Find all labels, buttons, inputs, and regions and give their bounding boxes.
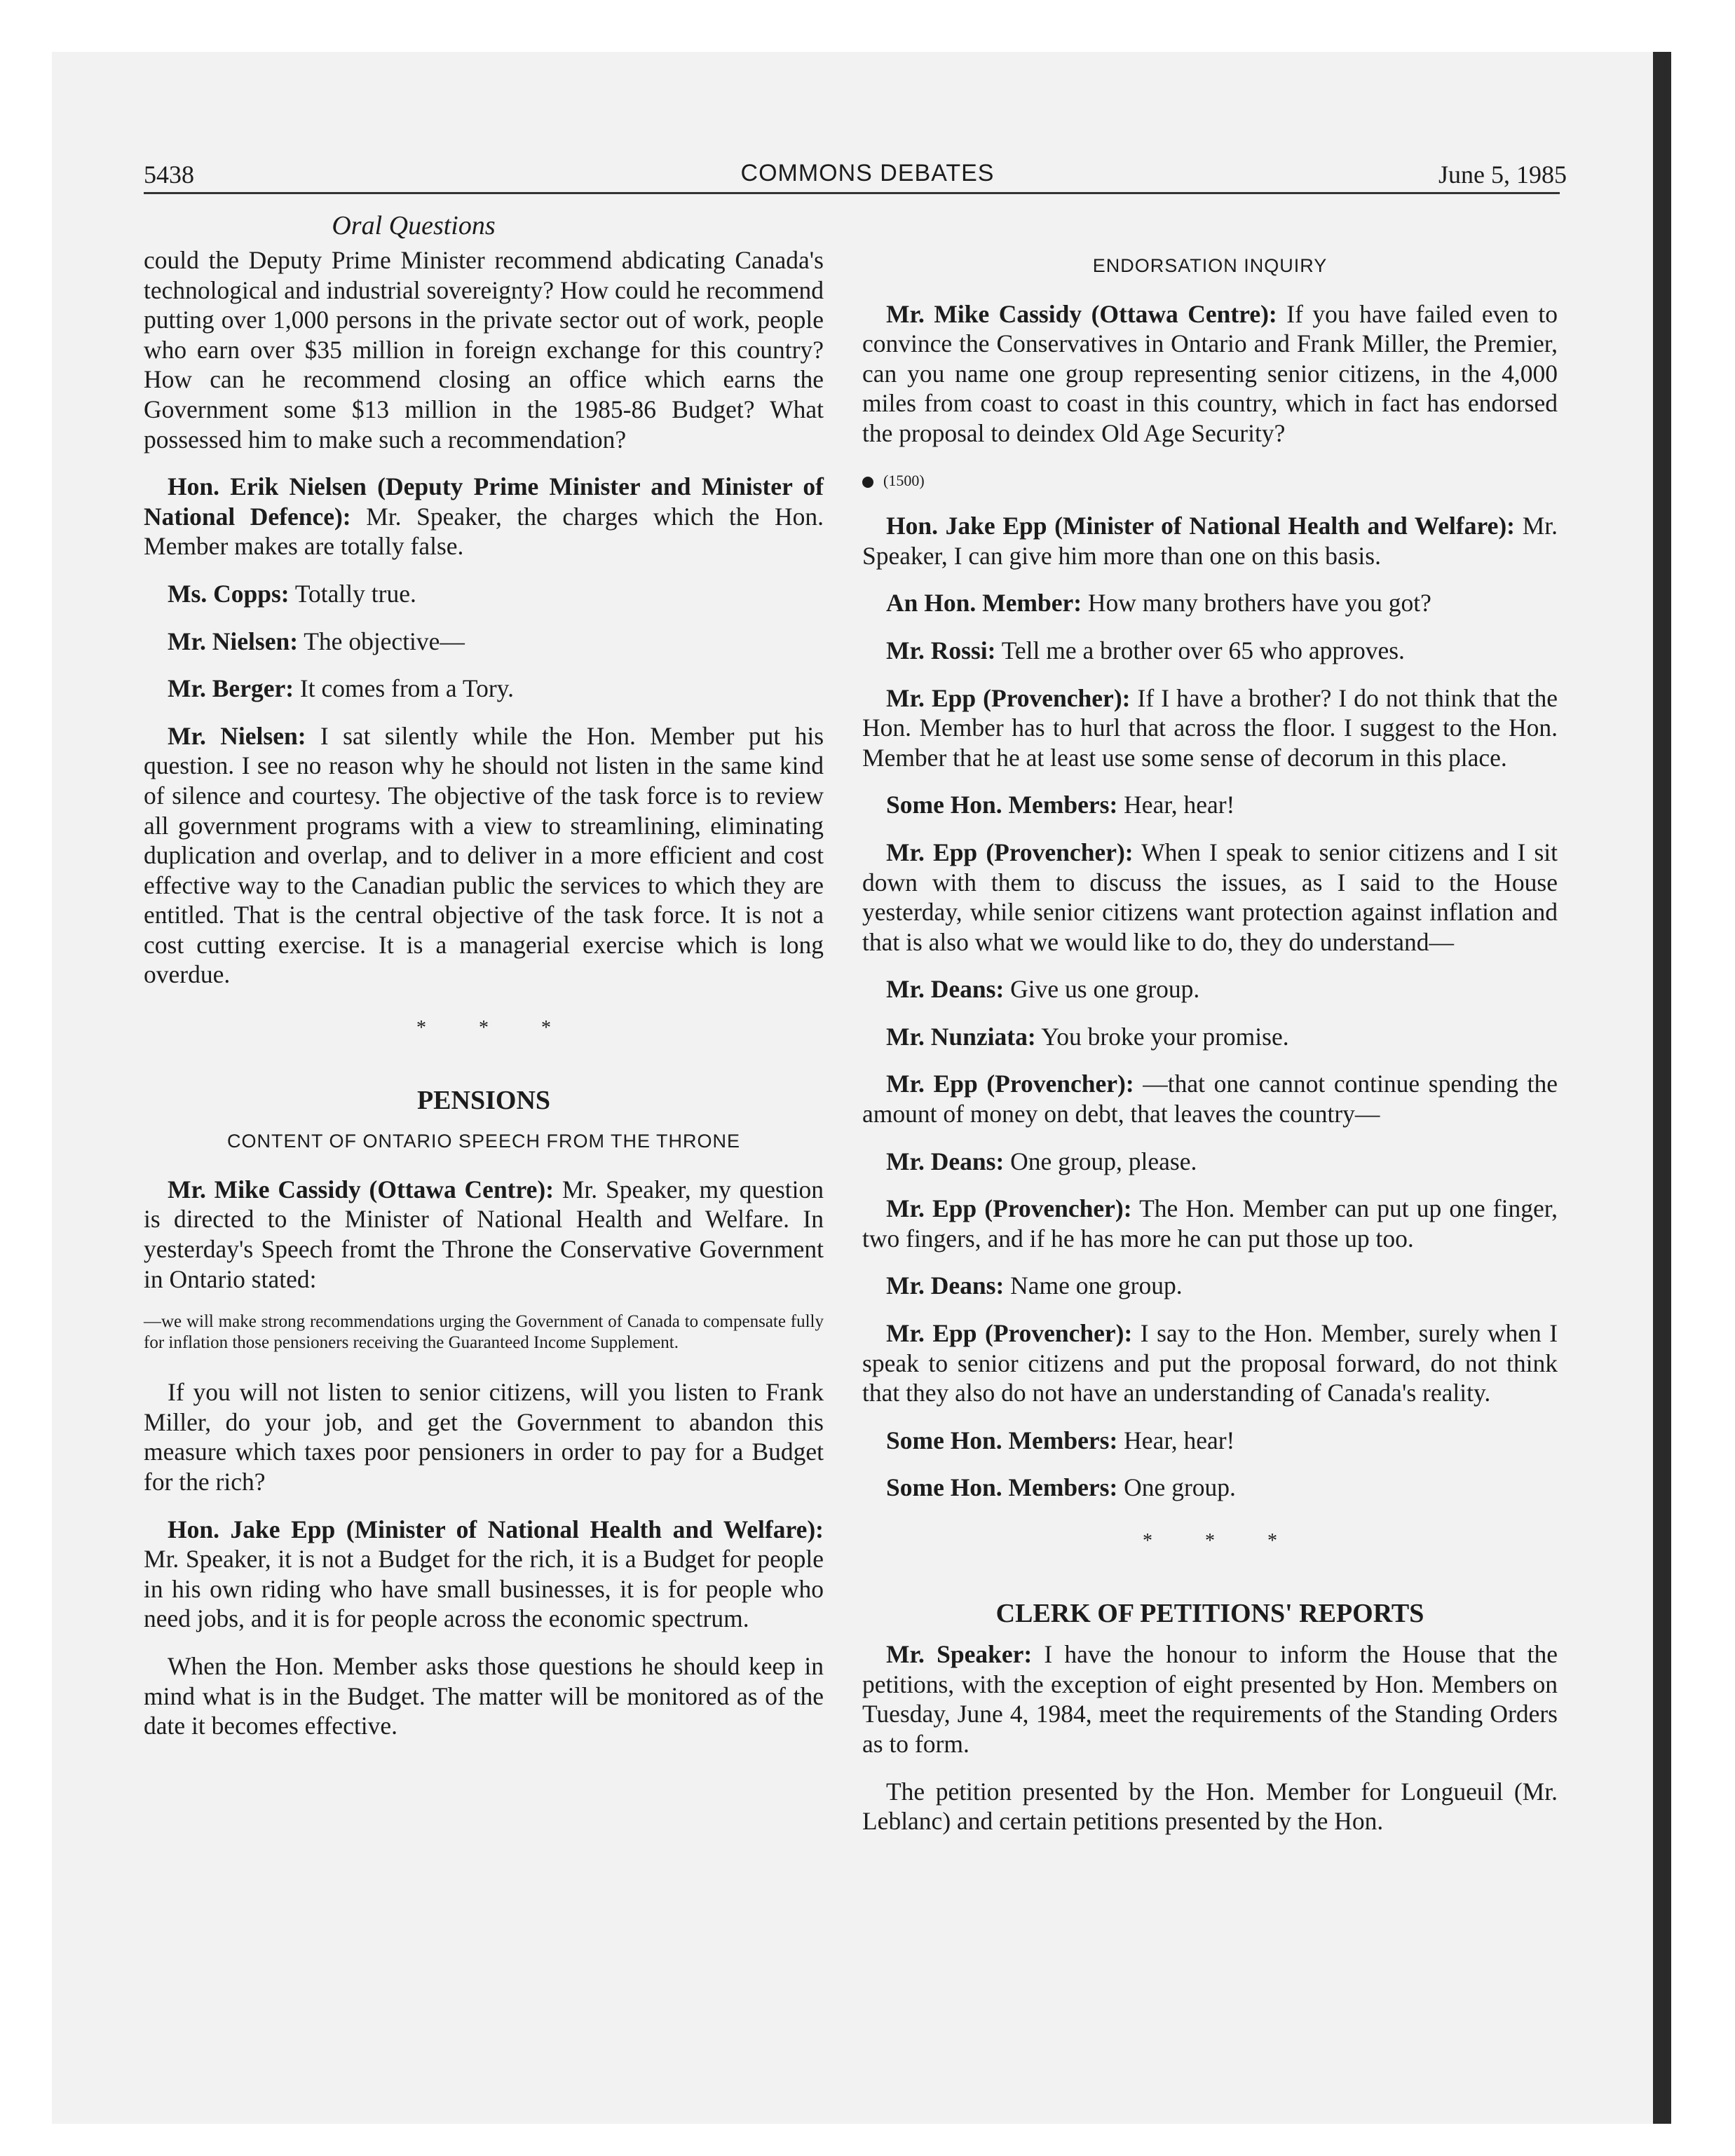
speech-text: It comes from a Tory. xyxy=(299,674,515,703)
left-column xyxy=(144,245,824,1759)
paragraph xyxy=(144,472,824,561)
speaker-name: Mr. Nielsen: xyxy=(168,721,306,750)
paragraph: could the Deputy Prime Minister recommend abdicating Canada's technological and industrial sovereignty? How could he recommend putting over 1,000 persons in the private sector out of work, people who earn over $35 million in foreign exchange for this country? How can he recommend closing an office which earns the Government some $13 million in the 1985-86 Budget? What possessed him to make such a recommendation? xyxy=(144,246,824,453)
speaker-name: Hon. Erik Nielsen (Deputy Prime Minister and Minister of National Defence): xyxy=(144,472,824,531)
block-quote: —we will make strong recommendations urging the Government of Canada to compensate fully for inflation those pensioners receiving the Guaranteed Income Supplement. xyxy=(144,1312,824,1353)
speech-text: The objective— xyxy=(304,627,465,655)
section-subheading: ENDORSATION INQUIRY xyxy=(1092,255,1328,276)
speaker-name: Mr. Epp (Provencher): xyxy=(886,1194,1132,1223)
paragraph xyxy=(144,579,824,609)
speech-text: One group. xyxy=(1124,1473,1236,1502)
speaker-name: Ms. Copps: xyxy=(168,579,290,608)
speech-text: When I speak to senior citizens and I sit down with them to discuss the issues, as I said to the House yesterday, while senior citizens want protection against inflation and that is also what we would like to do, they do understand— xyxy=(862,838,1558,956)
paragraph xyxy=(862,1426,1558,1456)
section-subheading: CONTENT OF ONTARIO SPEECH FROM THE THRONE xyxy=(226,1131,741,1152)
paragraph xyxy=(862,1069,1558,1128)
speech-text: I say to the Hon. Member, surely when I speak to senior citizens and put the proposal forward, do not think that they also do not have an understanding of Canada's reality. xyxy=(862,1319,1558,1407)
header-date: June 5, 1985 xyxy=(1438,161,1567,189)
speech-text: One group, please. xyxy=(1010,1147,1197,1175)
speech-text: How many brothers have you got? xyxy=(1087,589,1431,618)
speech-text: Mr. Speaker, it is not a Budget for the rich, it is a Budget for people in his own riding who have small businesses, it is for people who need jobs, and it is for people across the economic spectrum. xyxy=(144,1545,824,1633)
speaker-name: Some Hon. Members: xyxy=(886,1426,1118,1454)
speech-text: Give us one group. xyxy=(1010,975,1200,1004)
speaker-name: Hon. Jake Epp (Minister of National Health and Welfare): xyxy=(886,512,1515,540)
section-label: Oral Questions xyxy=(332,211,496,240)
speech-text: Tell me a brother over 65 who approves. xyxy=(1001,636,1405,664)
speaker-name: Some Hon. Members: xyxy=(886,1473,1118,1502)
paragraph xyxy=(862,790,1558,820)
speaker-name: Mr. Deans: xyxy=(886,1271,1005,1300)
timestamp-text: (1500) xyxy=(883,471,925,489)
bullet-dot-icon xyxy=(862,477,873,488)
speaker-name: Mr. Deans: xyxy=(886,975,1005,1004)
speaker-name: Mr. Epp (Provencher): xyxy=(886,683,1131,712)
speech-text: Hear, hear! xyxy=(1124,1426,1235,1454)
speaker-name: Mr. Mike Cassidy (Ottawa Centre): xyxy=(886,299,1277,328)
speaker-name: Mr. Speaker: xyxy=(886,1640,1033,1669)
speaker-name: Mr. Epp (Provencher): xyxy=(886,1070,1134,1098)
speech-text: If you have failed even to convince the Conservatives in Ontario and Frank Miller, the Premier, can you name one group representing senior citizens, in the 4,000 miles from coast to coast in this country, which in fact has endorsed the proposal to deindex Old Age Security? xyxy=(862,299,1558,447)
paragraph: When the Hon. Member asks those questions he should keep in mind what is in the Budget. The matter will be monitored as of the date it becomes effective. xyxy=(144,1651,824,1740)
speech-text: You broke your promise. xyxy=(1041,1022,1289,1051)
speaker-name: Mr. Epp (Provencher): xyxy=(886,1319,1133,1348)
paragraph xyxy=(862,1271,1558,1301)
section-heading: CLERK OF PETITIONS' REPORTS xyxy=(995,1598,1424,1628)
speaker-name: Mr. Epp (Provencher): xyxy=(886,838,1134,866)
speaker-name: Mr. Berger: xyxy=(168,674,294,703)
paragraph xyxy=(862,974,1558,1004)
speech-text: If I have a brother? I do not think that the Hon. Member has to hurl that across the floor. I suggest to the Hon. Member that he at least use some sense of decorum in this place. xyxy=(862,683,1558,772)
speaker-name: Mr. Nunziata: xyxy=(886,1022,1036,1051)
section-separator: * * * xyxy=(1143,1530,1301,1552)
page-number: 5438 xyxy=(144,161,194,189)
speaker-name: An Hon. Member: xyxy=(886,589,1082,618)
header-rule xyxy=(144,192,1560,194)
paragraph xyxy=(862,1147,1558,1177)
right-column xyxy=(862,251,1558,1854)
paragraph xyxy=(862,636,1558,666)
speech-text: Mr. Speaker, I can give him more than one on this basis. xyxy=(862,512,1558,570)
paragraph xyxy=(862,838,1558,957)
paragraph xyxy=(144,1175,824,1294)
paragraph xyxy=(144,674,824,704)
speaker-name: Some Hon. Members: xyxy=(886,791,1118,819)
paragraph xyxy=(144,627,824,657)
paragraph: If you will not listen to senior citizens, will you listen to Frank Miller, do your job, and get the Government to abandon this measure which taxes poor pensioners in order to pay for a Budget for the rich? xyxy=(144,1378,824,1496)
paragraph xyxy=(144,1515,824,1634)
speaker-name: Mr. Nielsen: xyxy=(168,627,299,655)
timestamp-marker xyxy=(862,466,1558,496)
scan-edge-bar xyxy=(1653,52,1671,2124)
paragraph: The petition presented by the Hon. Member for Longueuil (Mr. Leblanc) and certain petitions presented by the Hon. xyxy=(862,1777,1558,1836)
speech-text: —that one cannot continue spending the amount of money on debt, that leaves the country— xyxy=(862,1070,1558,1128)
paragraph xyxy=(862,1318,1558,1408)
speaker-name: Mr. Deans: xyxy=(886,1147,1005,1175)
speaker-name: Hon. Jake Epp (Minister of National Health and Welfare): xyxy=(168,1515,824,1543)
paragraph xyxy=(862,1022,1558,1052)
speech-text: Totally true. xyxy=(294,579,416,608)
paragraph xyxy=(862,1194,1558,1253)
speech-text: Hear, hear! xyxy=(1124,791,1235,819)
speech-text: The Hon. Member can put up one finger, two fingers, and if he has more he can put those up too. xyxy=(862,1194,1558,1253)
speech-text: Name one group. xyxy=(1010,1271,1183,1300)
paragraph xyxy=(862,683,1558,773)
section-heading: PENSIONS xyxy=(416,1085,551,1115)
paragraph xyxy=(862,588,1558,618)
speech-text: Mr. Speaker, the charges which the Hon. Member makes are totally false. xyxy=(144,502,824,561)
speaker-name: Mr. Rossi: xyxy=(886,636,996,664)
speech-text: Mr. Speaker, my question is directed to the Minister of National Health and Welfare. In yesterday's Speech fromt the Throne the Conservative Government in Ontario stated: xyxy=(144,1175,824,1293)
paragraph xyxy=(862,1473,1558,1503)
paragraph xyxy=(862,1639,1558,1759)
running-title: COMMONS DEBATES xyxy=(740,160,995,186)
speech-text: I sat silently while the Hon. Member put his question. I see no reason why he should not listen in the same kind of silence and courtesy. The objective of the task force is to review all government programs with a view to streamlining, eliminating duplication and overlap, and to deliver in a more efficient and cost effective way to the Canadian public the services to which they are entitled. That is the central objective of the task force. It is not a cost cutting exercise. It is a managerial exercise which is long overdue. xyxy=(144,721,824,989)
section-separator: * * * xyxy=(416,1017,575,1039)
paragraph xyxy=(862,299,1558,449)
paragraph xyxy=(862,511,1558,571)
speaker-name: Mr. Mike Cassidy (Ottawa Centre): xyxy=(168,1175,554,1203)
speech-text: I have the honour to inform the House that the petitions, with the exception of eight presented by Hon. Members on Tuesday, June 4, 1984, meet the requirements of the Standing Orders as to form. xyxy=(862,1640,1558,1758)
paragraph xyxy=(144,721,824,990)
